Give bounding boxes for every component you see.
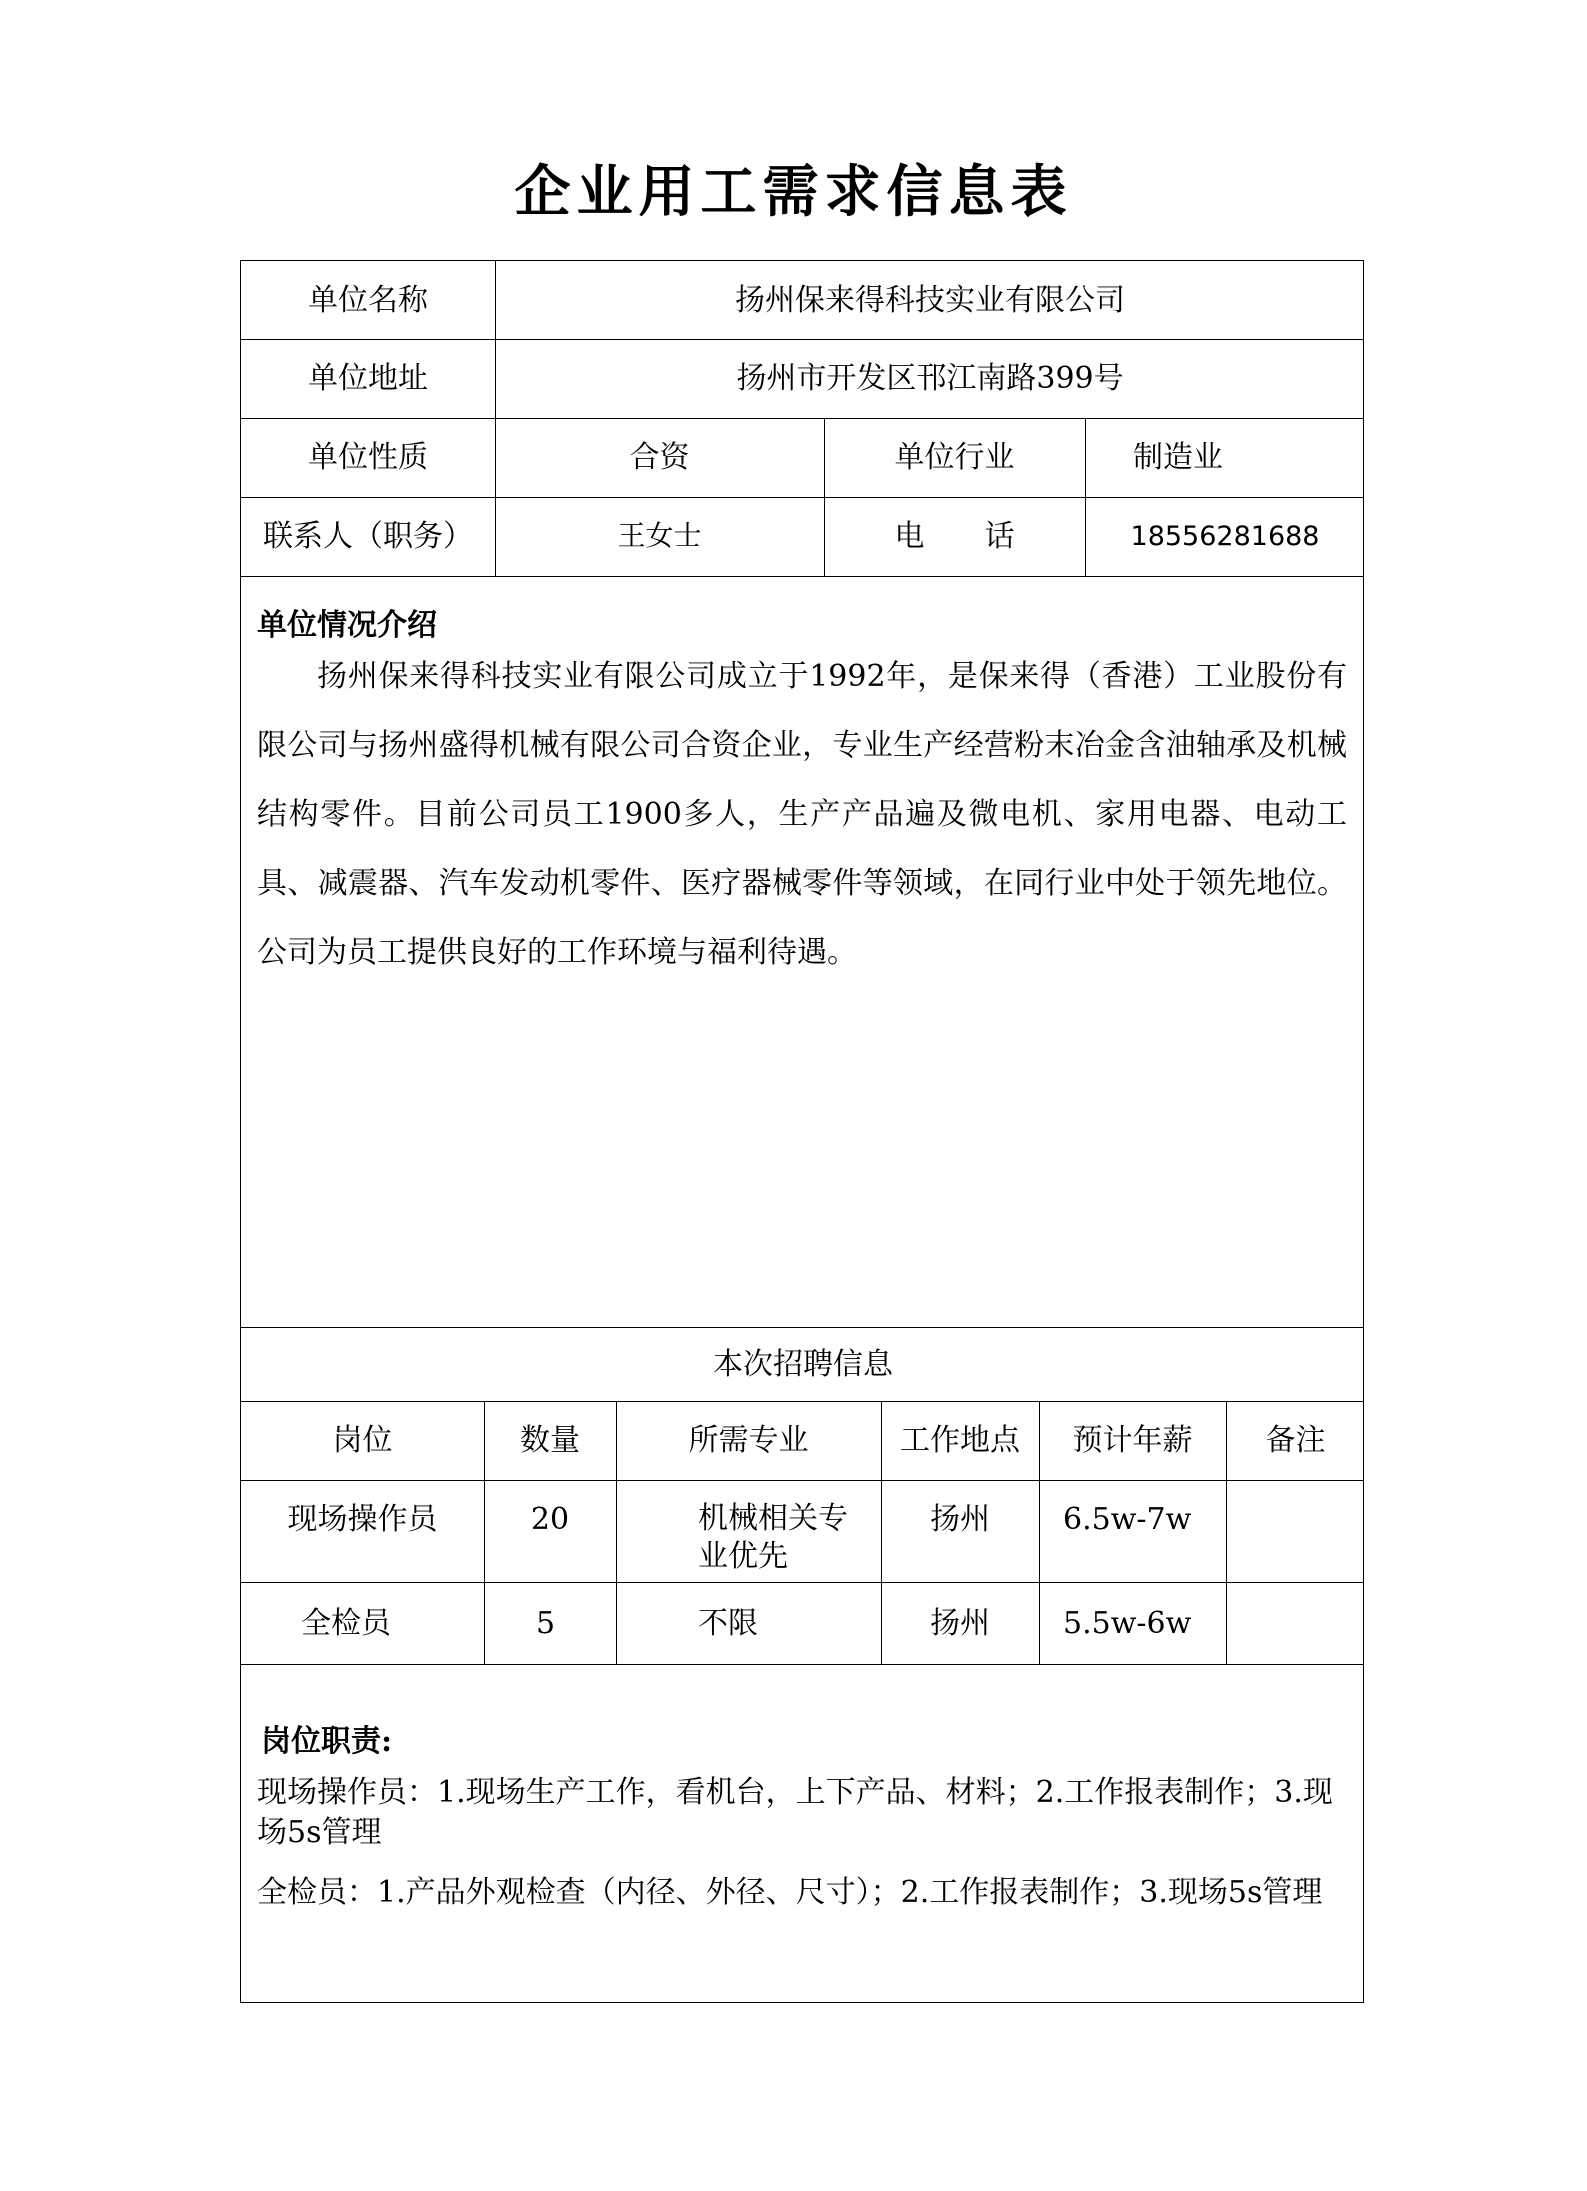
table-header-major: 所需专业 (688, 1423, 809, 1458)
table-header-remarks: 备注 (1265, 1423, 1326, 1458)
company-name-value: 扬州保来得科技实业有限公司 (735, 282, 1125, 318)
row-location: 扬州 (930, 1605, 990, 1641)
company-industry-label: 单位行业 (894, 440, 1015, 475)
company-industry-value: 制造业 (1133, 440, 1223, 475)
intro-heading: 单位情况介绍 (257, 608, 437, 643)
duty-item: 现场操作员：1.现场生产工作，看机台，上下产品、材料；2.工作报表制作；3.现场5s管理 (257, 1775, 1333, 1850)
phone-value: 18556281688 (1130, 520, 1320, 552)
row-quantity: 20 (530, 1502, 570, 1537)
row-salary: 5.5w-6w (1063, 1605, 1192, 1641)
company-address-label: 单位地址 (308, 361, 428, 396)
company-name-label: 单位名称 (308, 282, 428, 318)
company-intro-section (241, 576, 1363, 1327)
row-remarks (1226, 1480, 1365, 1582)
duty-item: 全检员：1.产品外观检查（内径、外径、尺寸）；2.工作报表制作；3.现场5s管理 (257, 1875, 1323, 1910)
row-quantity: 5 (536, 1605, 556, 1641)
contact-person-value: 王女士 (617, 519, 702, 553)
row-location: 扬州 (930, 1502, 990, 1537)
row-remarks (1226, 1582, 1365, 1664)
duties-heading: 岗位职责: (261, 1724, 393, 1759)
company-address-value: 扬州市开发区邗江南路399号 (736, 361, 1124, 396)
row-divider (241, 1664, 1363, 1665)
table-header-location: 工作地点 (900, 1423, 1020, 1458)
row-position: 现场操作员 (287, 1502, 438, 1537)
phone-label: 电 话 (894, 519, 1015, 554)
row-major: 不限 (698, 1605, 758, 1641)
contact-person-label: 联系人（职务） (263, 519, 473, 554)
row-position: 全检员 (301, 1605, 391, 1641)
employment-demand-form (240, 260, 1364, 2003)
table-header-quantity: 数量 (520, 1423, 580, 1458)
page-title: 企业用工需求信息表 (514, 159, 1073, 225)
company-nature-value: 合资 (629, 440, 690, 475)
recruitment-heading: 本次招聘信息 (713, 1346, 893, 1382)
intro-text: 扬州保来得科技实业有限公司成立于1992年，是保来得（香港）工业股份有限公司与扬州盛得机械有限公司合资企业，专业生产经营粉末冶金含油轴承及机械结构零件。目前公司员工1900多人，生产产品遍及微电机、家用电器、电动工具、减震器、汽车发动机零件、医疗器械零件等领域，在同行业中处于领先地位。公司为员工提供良好的工作环境与福利待遇。 (257, 659, 1347, 970)
table-header-salary: 预计年薪 (1072, 1423, 1193, 1458)
company-nature-label: 单位性质 (308, 440, 428, 475)
table-header-position: 岗位 (332, 1423, 393, 1458)
row-major: 机械相关专业优先 (698, 1501, 848, 1574)
row-salary: 6.5w-7w (1063, 1502, 1192, 1537)
